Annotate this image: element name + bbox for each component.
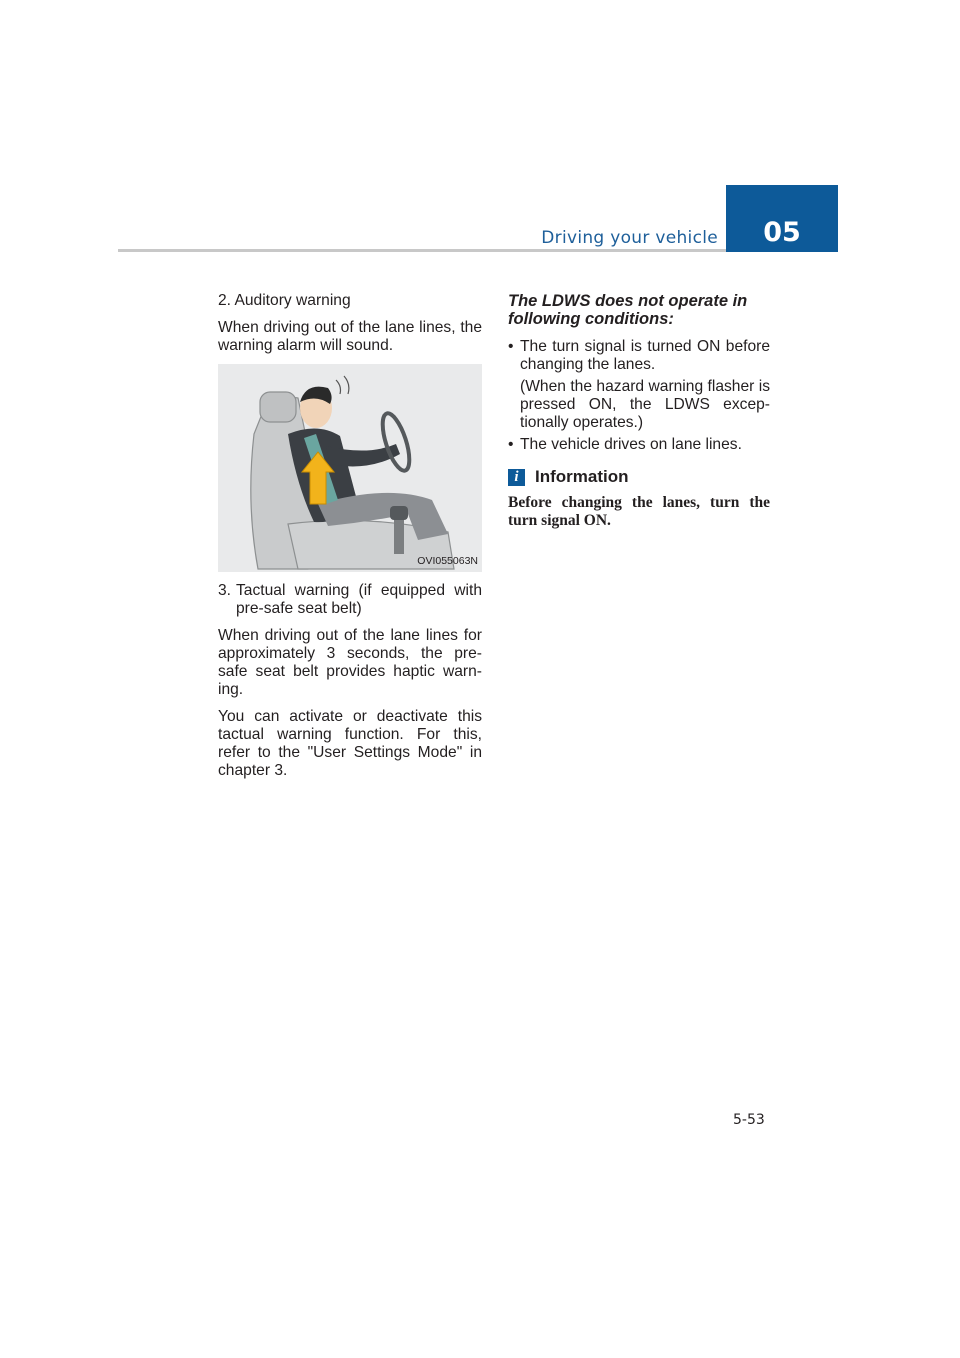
right-column [508,292,770,530]
tactual-warning-text: When driving out of the lane lines for approximately 3 seconds, the pre-safe seat belt provides haptic warn-ing. [218,627,482,698]
page-number: 5-53 [733,1112,765,1128]
tactual-warning-item [218,582,482,618]
header-rule [118,249,726,252]
chapter-tab: 05 [726,185,838,252]
bullet-text: The turn signal is turned ON before changing the lanes. [520,338,770,373]
info-icon: i [508,469,525,486]
bullet-subtext: (When the hazard warning flasher is pressed ON, the LDWS excep-tionally operates.) [520,378,770,431]
bullet-dot: • [508,436,514,453]
activate-text: You can activate or deactivate this tactual warning function. For this, refer to the "User Settings Mode" in chapter 3. [218,708,482,779]
bullet-text: The vehicle drives on lane lines. [520,436,742,453]
bullet-item [508,338,770,374]
bullet-item [508,436,770,454]
auditory-warning-heading: 2. Auditory warning [218,292,351,309]
seat-belt-illustration [218,364,482,572]
bullet-dot: • [508,338,514,355]
ldws-conditions-heading: The LDWS does not operate in following conditions: [508,292,748,328]
auditory-warning-text: When driving out of the lane lines, the warning alarm will sound. [218,319,482,354]
information-title: Information [535,467,629,486]
figure-code: OVI055063N [417,555,478,567]
tactual-warning-number: 3. [218,582,232,599]
driver-illustration [218,364,482,572]
tactual-warning-heading: Tactual warning (if equipped with pre-safe seat belt) [236,582,482,617]
information-header [508,468,770,486]
left-column [218,292,482,789]
section-title: Driving your vehicle [541,228,718,248]
information-text: Before changing the lanes, turn the turn signal ON. [508,494,770,529]
